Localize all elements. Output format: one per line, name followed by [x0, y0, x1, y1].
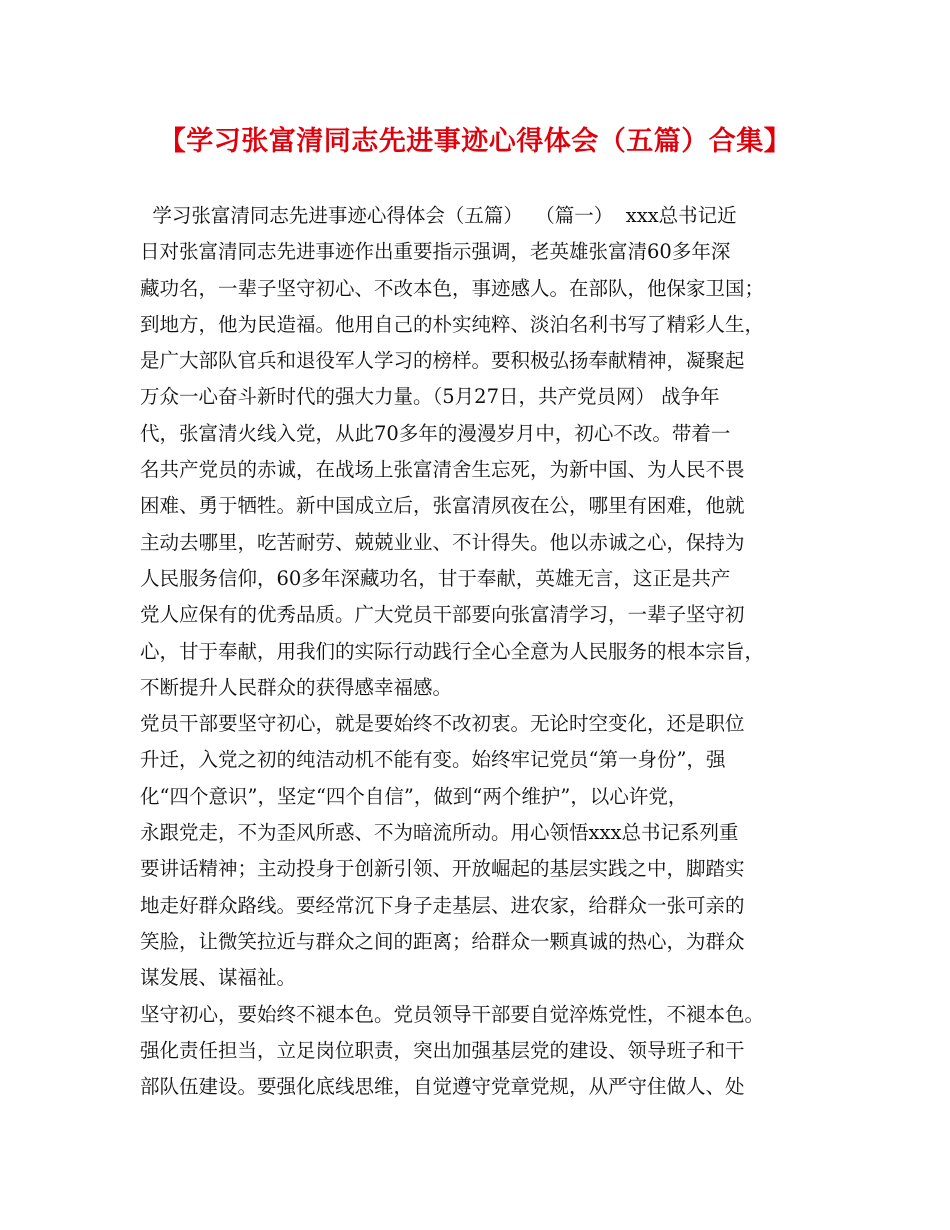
body-line: 人民服务信仰，60多年深藏功名，甘于奉献，英雄无言，这正是共产	[140, 566, 731, 590]
document-body	[140, 198, 830, 1105]
body-line: 党人应保有的优秀品质。广大党员干部要向张富清学习，一辈子坚守初	[140, 603, 745, 627]
body-line: 要讲话精神；主动投身于创新引领、开放崛起的基层实践之中，脚踏实	[140, 857, 745, 881]
body-line: 心，甘于奉献，用我们的实际行动践行全心全意为人民服务的根本宗旨，	[140, 639, 765, 663]
body-line: 代，张富清火线入党，从此70多年的漫漫岁月中，初心不改。带着一	[140, 421, 731, 445]
body-line: 藏功名，一辈子坚守初心、不改本色，事迹感人。在部队，他保家卫国；	[140, 276, 765, 300]
body-line: 党员干部要坚守初心，就是要始终不改初衷。无论时空变化，还是职位	[140, 712, 745, 736]
body-line: 不断提升人民群众的获得感幸福感。	[140, 675, 453, 699]
body-line: 笑脸，让微笑拉近与群众之间的距离；给群众一颗真诚的热心，为群众	[140, 929, 745, 953]
body-line: 部队伍建设。要强化底线思维，自觉遵守党章党规，从严守住做人、处	[140, 1075, 745, 1099]
body-line: 坚守初心，要始终不褪本色。党员领导干部要自觉淬炼党性，不褪本色。	[140, 1002, 765, 1026]
document-title: 【学习张富清同志先进事迹心得体会（五篇）合集】	[158, 126, 792, 157]
body-line: 永跟党走，不为歪风所惑、不为暗流所动。用心领悟xxx总书记系列重	[140, 821, 739, 845]
body-line: 日对张富清同志先进事迹作出重要指示强调，老英雄张富清60多年深	[140, 240, 731, 264]
body-line: 万众一心奋斗新时代的强大力量。（5月27日，共产党员网） 战争年	[140, 385, 720, 409]
body-line: 是广大部队官兵和退役军人学习的榜样。要积极弘扬奉献精神，凝聚起	[140, 349, 745, 373]
body-line: 学习张富清同志先进事迹心得体会（五篇） （篇一） xxx总书记近	[140, 204, 737, 227]
body-line: 到地方，他为民造福。他用自己的朴实纯粹、淡泊名利书写了精彩人生，	[140, 312, 765, 336]
body-line: 困难、勇于牺牲。新中国成立后，张富清夙夜在公，哪里有困难，他就	[140, 494, 745, 518]
body-line: 强化责任担当，立足岗位职责，突出加强基层党的建设、领导班子和干	[140, 1038, 745, 1062]
body-line: 谋发展、谋福祉。	[140, 966, 297, 990]
body-line: 地走好群众路线。要经常沉下身子走基层、进农家，给群众一张可亲的	[140, 893, 745, 917]
body-line: 名共产党员的赤诚，在战场上张富清舍生忘死，为新中国、为人民不畏	[140, 458, 745, 482]
body-line: 化“四个意识”，坚定“四个自信”，做到“两个维护”，以心许党，	[140, 784, 688, 808]
body-line: 主动去哪里，吃苦耐劳、兢兢业业、不计得失。他以赤诚之心，保持为	[140, 530, 745, 554]
body-line: 升迁，入党之初的纯洁动机不能有变。始终牢记党员“第一身份”，强	[140, 748, 726, 772]
